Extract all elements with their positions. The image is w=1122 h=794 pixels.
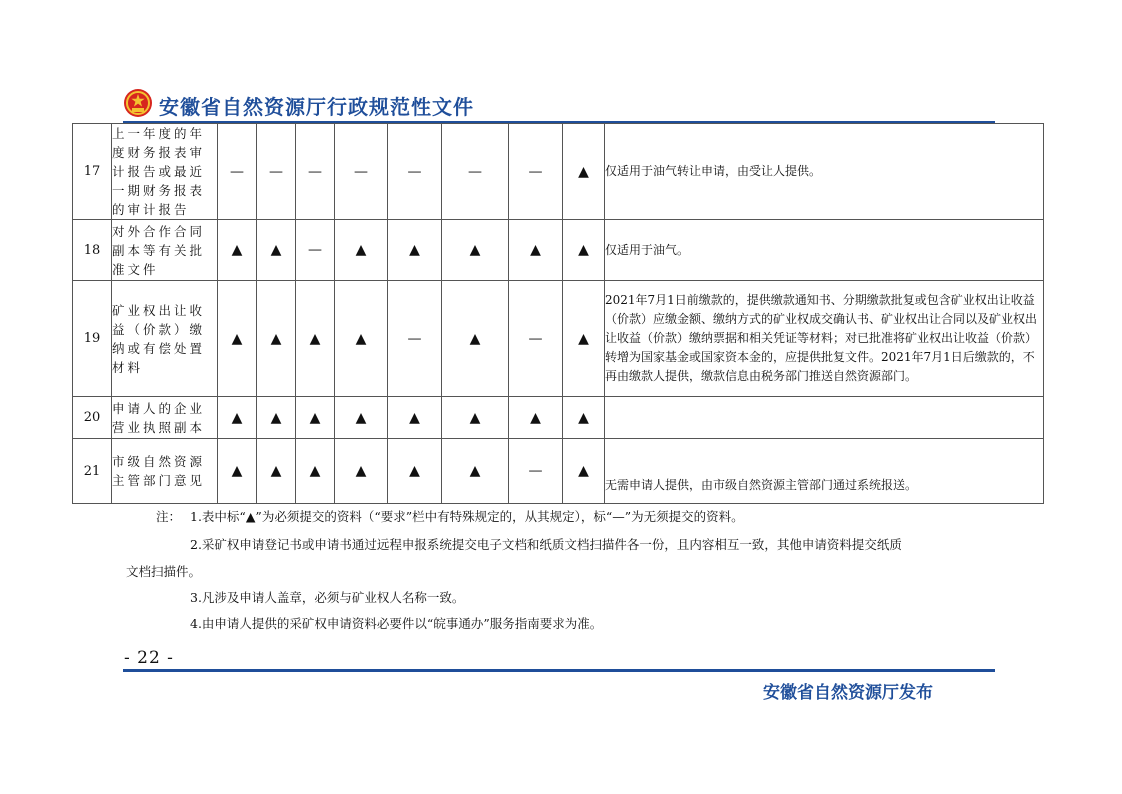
material-name: 对外合作合同副本等有关批准文件 [112,220,218,281]
note-item-2: 2.采矿权申请登记书或申请书通过远程申报系统提交电子文档和纸质文档扫描件各一份，且内容相互一致，其他申请资料提交纸质 [190,537,902,552]
header-title: 安徽省自然资源厅行政规范性文件 [159,95,474,119]
note-item-3: 3.凡涉及申请人盖章，必须与矿业权人名称一致。 [190,590,465,605]
requirement-mark: — [388,281,442,397]
requirement-mark: ▲ [509,397,563,439]
national-emblem-icon [123,88,153,118]
requirement-mark: ▲ [388,220,442,281]
footer-rule [123,669,995,672]
requirement-mark: ▲ [218,397,257,439]
note-item-2-continued: 文档扫描件。 [126,564,202,579]
row-number: 18 [73,220,112,281]
table-row [73,397,1044,439]
notes-label: 注： [156,509,182,524]
requirement-mark: ▲ [563,220,605,281]
requirement-mark: ▲ [442,439,509,504]
row-number: 20 [73,397,112,439]
requirement-mark: ▲ [388,439,442,504]
requirement-mark: ▲ [218,439,257,504]
requirement-mark: ▲ [335,220,388,281]
requirement-mark: — [509,439,563,504]
requirement-mark: — [296,124,335,220]
table-row [73,439,1044,504]
material-name: 上一年度的年度财务报表审计报告或最近一期财务报表的审计报告 [112,124,218,220]
row-number: 19 [73,281,112,397]
requirements-table [72,123,1044,504]
row-number: 21 [73,439,112,504]
requirement-note [605,397,1044,439]
requirement-mark: — [388,124,442,220]
page-number: - 22 - [124,648,174,668]
requirement-mark: ▲ [442,397,509,439]
requirement-mark: ▲ [296,281,335,397]
requirement-mark: ▲ [218,281,257,397]
requirement-mark: ▲ [388,397,442,439]
requirement-mark: ▲ [296,397,335,439]
requirement-mark: — [509,124,563,220]
requirement-mark: — [442,124,509,220]
requirement-mark: — [296,220,335,281]
requirement-mark: ▲ [218,220,257,281]
requirement-mark: ▲ [442,220,509,281]
requirement-mark: ▲ [257,220,296,281]
requirement-mark: — [509,281,563,397]
table-row [73,124,1044,220]
table-row [73,281,1044,397]
requirement-mark: ▲ [335,281,388,397]
requirement-note: 仅适用于油气转让申请，由受让人提供。 [605,124,1044,220]
requirement-note: 无需申请人提供，由市级自然资源主管部门通过系统报送。 [605,439,1044,504]
requirement-mark: — [257,124,296,220]
footer-publisher: 安徽省自然资源厅发布 [763,683,933,703]
requirement-mark: ▲ [563,281,605,397]
material-name: 申请人的企业营业执照副本 [112,397,218,439]
requirement-mark: ▲ [296,439,335,504]
requirement-mark: ▲ [257,281,296,397]
requirement-mark: ▲ [442,281,509,397]
requirement-mark: ▲ [335,439,388,504]
requirement-mark: — [335,124,388,220]
requirement-mark: ▲ [257,439,296,504]
requirement-mark: ▲ [563,439,605,504]
row-number: 17 [73,124,112,220]
material-name: 市级自然资源主管部门意见 [112,439,218,504]
requirement-mark: ▲ [335,397,388,439]
requirement-mark: — [218,124,257,220]
requirement-mark: ▲ [509,220,563,281]
requirement-mark: ▲ [257,397,296,439]
requirement-mark: ▲ [563,397,605,439]
requirement-note: 2021年7月1日前缴款的，提供缴款通知书、分期缴款批复或包含矿业权出让收益（价款）应缴金额、缴纳方式的矿业权成交确认书、矿业权出让合同以及矿业权出让收益（价款）缴纳票据和相关凭证等材料；对已批准将矿业权出让收益（价款）转增为国家基金或国家资本金的，应提供批复文件。2021年7月1日后缴款的，不再由缴款人提供，缴款信息由税务部门推送自然资源部门。 [605,281,1044,397]
requirement-mark: ▲ [563,124,605,220]
note-item-4: 4.由申请人提供的采矿权申请资料必要件以“皖事通办”服务指南要求为准。 [190,616,603,631]
material-name: 矿业权出让收益（价款）缴纳或有偿处置材料 [112,281,218,397]
document-header [123,84,995,124]
table-row [73,220,1044,281]
requirement-note: 仅适用于油气。 [605,220,1044,281]
note-item-1: 1.表中标“▲”为必须提交的资料（“要求”栏中有特殊规定的，从其规定），标“—”为无须提交的资料。 [190,509,744,524]
